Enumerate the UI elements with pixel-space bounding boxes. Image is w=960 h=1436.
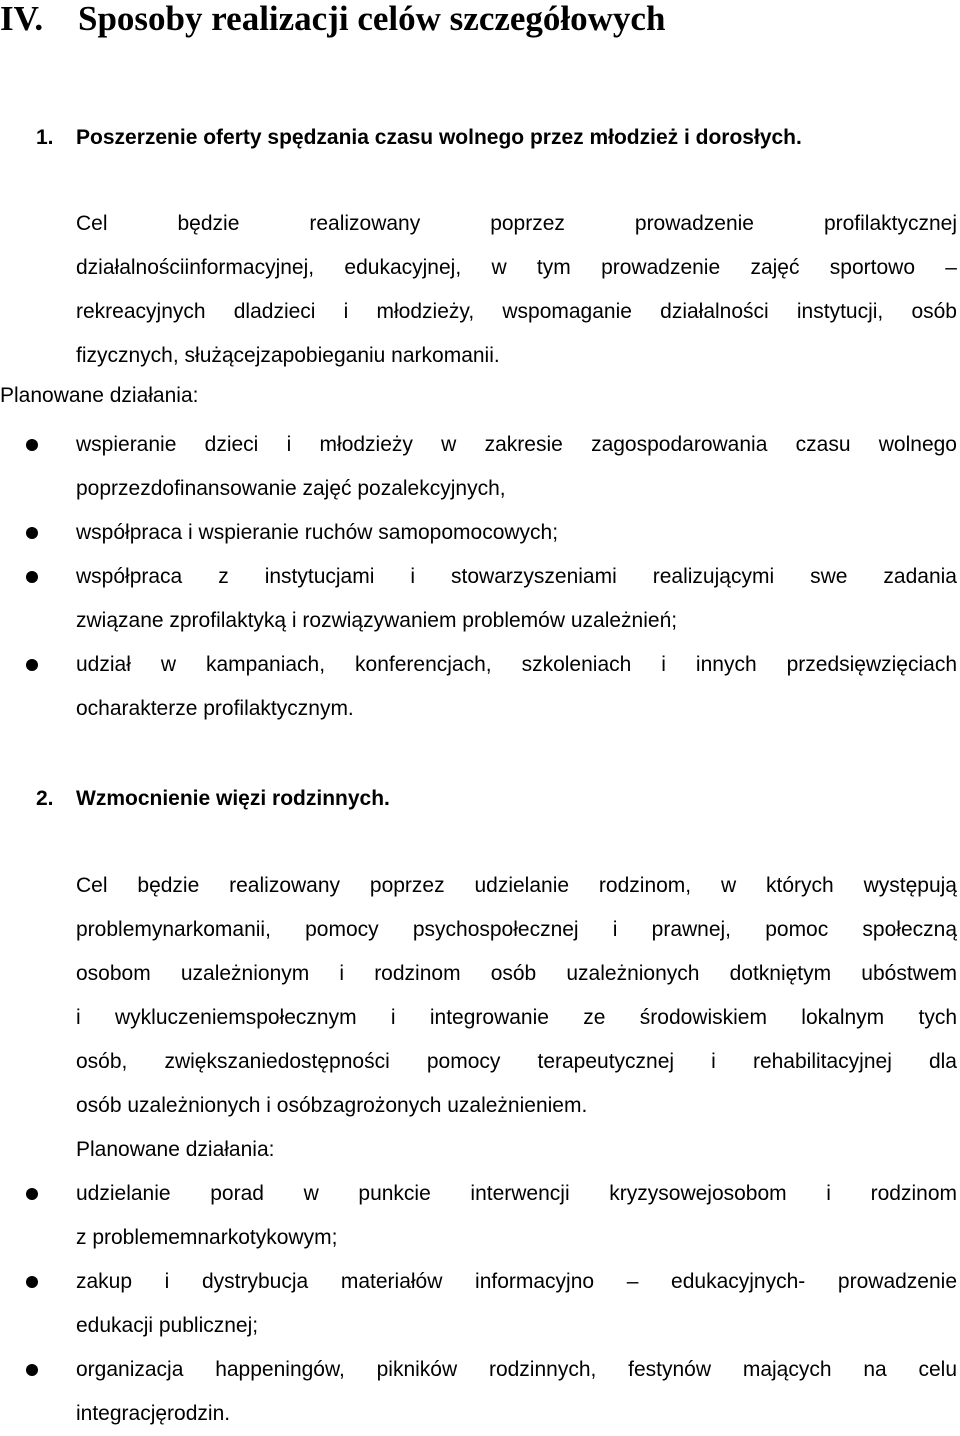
bullet-icon	[26, 1276, 38, 1288]
bullet-icon	[26, 1364, 38, 1376]
list-item	[0, 1172, 957, 1260]
bullet-icon	[26, 527, 38, 539]
section-1-intro-line: działalnościinformacyjnej, edukacyjnej, w tym prowadzenie zajęć sportowo –	[76, 256, 957, 279]
list-item-line: z problememnarkotykowym;	[76, 1226, 338, 1249]
section-2-number: 2.	[36, 787, 54, 810]
list-item	[0, 1348, 957, 1436]
section-2-actions-list	[0, 1172, 960, 1436]
bullet-icon	[26, 439, 38, 451]
section-2-intro-line: Cel będzie realizowany poprzez udzielanie rodzinom, w których występują	[76, 874, 957, 897]
chapter-number: IV.	[0, 0, 44, 38]
section-1-intro-line: rekreacyjnych dladzieci i młodzieży, wspomaganie działalności instytucji, osób	[76, 300, 957, 323]
list-item	[0, 423, 957, 511]
list-item-line: organizacja happeningów, pikników rodzinnych, festynów mających na celu	[76, 1358, 957, 1381]
section-1-number: 1.	[36, 126, 54, 149]
section-1-planned-label: Planowane działania:	[0, 384, 199, 407]
list-item-line: zakup i dystrybucja materiałów informacyjno – edukacyjnych- prowadzenie	[76, 1270, 957, 1293]
list-item	[0, 1260, 957, 1348]
chapter-title	[0, 0, 665, 38]
bullet-icon	[26, 571, 38, 583]
list-item	[0, 555, 957, 643]
chapter-title-text: Sposoby realizacji celów szczegółowych	[78, 0, 666, 38]
list-item-line: udzielanie porad w punkcie interwencji kryzysowejosobom i rodzinom	[76, 1182, 957, 1205]
bullet-icon	[26, 659, 38, 671]
section-2-title: Wzmocnienie więzi rodzinnych.	[76, 787, 390, 810]
list-item-line: współpraca z instytucjami i stowarzyszeniami realizującymi swe zadania	[76, 565, 957, 588]
section-1-actions-list	[0, 423, 960, 731]
section-2-intro-line: osób uzależnionych i osóbzagrożonych uzależnieniem.	[76, 1094, 588, 1117]
section-2-intro	[76, 864, 957, 1128]
list-item-line: związane zprofilaktyką i rozwiązywaniem problemów uzależnień;	[76, 609, 678, 632]
list-item-line: poprzezdofinansowanie zajęć pozalekcyjnych,	[76, 477, 506, 500]
list-item-line: ocharakterze profilaktycznym.	[76, 697, 354, 720]
list-item	[0, 511, 957, 555]
section-1-title: Poszerzenie oferty spędzania czasu wolnego przez młodzież i dorosłych.	[76, 126, 802, 149]
section-2-intro-line: i wykluczeniemspołecznym i integrowanie ze środowiskiem lokalnym tych	[76, 1006, 957, 1029]
section-1-intro-line: Cel będzie realizowany poprzez prowadzenie profilaktycznej	[76, 212, 957, 235]
section-2-planned-label: Planowane działania:	[76, 1138, 275, 1161]
list-item-line: edukacji publicznej;	[76, 1314, 259, 1337]
list-item-line: udział w kampaniach, konferencjach, szkoleniach i innych przedsięwzięciach	[76, 653, 957, 676]
section-2-intro-line: problemynarkomanii, pomocy psychospołecznej i prawnej, pomoc społeczną	[76, 918, 957, 941]
list-item-line: wspieranie dzieci i młodzieży w zakresie zagospodarowania czasu wolnego	[76, 433, 957, 456]
section-2-intro-line: osobom uzależnionym i rodzinom osób uzależnionych dotkniętym ubóstwem	[76, 962, 957, 985]
list-item-line: współpraca i wspieranie ruchów samopomocowych;	[76, 521, 559, 544]
list-item	[0, 643, 957, 731]
section-2-intro-line: osób, zwiększaniedostępności pomocy terapeutycznej i rehabilitacyjnej dla	[76, 1050, 957, 1073]
section-1-intro	[76, 202, 957, 378]
bullet-icon	[26, 1188, 38, 1200]
list-item-line: integracjęrodzin.	[76, 1402, 231, 1425]
section-1-intro-line: fizycznych, służącejzapobieganiu narkomanii.	[76, 344, 500, 367]
